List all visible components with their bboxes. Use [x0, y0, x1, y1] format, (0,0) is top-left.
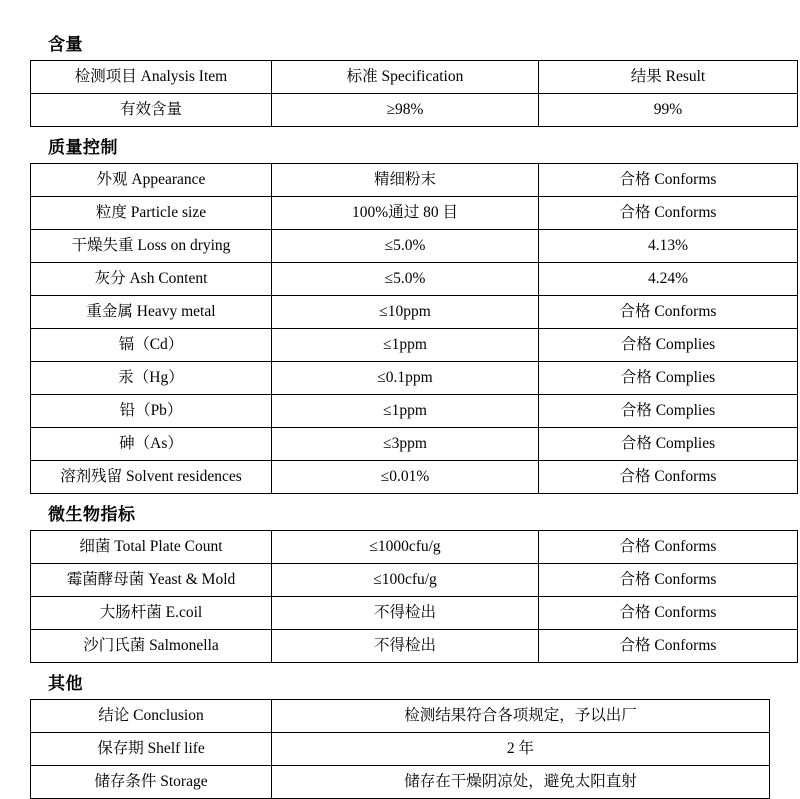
cell-item: 汞（Hg）: [31, 362, 272, 395]
column-header-specification: 标准 Specification: [272, 61, 539, 94]
cell-result: 合格 Conforms: [539, 630, 798, 663]
cell-result: 4.13%: [539, 230, 798, 263]
cell-result: 99%: [539, 94, 798, 127]
cell-spec: ≤1000cfu/g: [272, 531, 539, 564]
section-content-assay: [30, 30, 770, 127]
cell-value: 检测结果符合各项规定，予以出厂: [272, 700, 770, 733]
table-row: [31, 395, 798, 428]
cell-spec: ≤5.0%: [272, 263, 539, 296]
cell-spec: 不得检出: [272, 597, 539, 630]
column-header-result: 结果 Result: [539, 61, 798, 94]
section-title-quality-control: 质量控制: [48, 138, 118, 157]
cell-item: 储存条件 Storage: [31, 766, 272, 799]
cell-result: 合格 Complies: [539, 329, 798, 362]
table-row: [31, 531, 798, 564]
cell-result: 合格 Complies: [539, 362, 798, 395]
section-other: [30, 669, 770, 799]
table-row: [31, 230, 798, 263]
cell-item: 有效含量: [31, 94, 272, 127]
section-title-content-assay: 含量: [48, 35, 83, 54]
cell-item: 铅（Pb）: [31, 395, 272, 428]
cell-result: 合格 Complies: [539, 428, 798, 461]
cell-item: 保存期 Shelf life: [31, 733, 272, 766]
cell-item: 霉菌酵母菌 Yeast & Mold: [31, 564, 272, 597]
table-row: [31, 329, 798, 362]
cell-result: 合格 Conforms: [539, 531, 798, 564]
cell-item: 粒度 Particle size: [31, 197, 272, 230]
table-row: [31, 362, 798, 395]
table-row: [31, 197, 798, 230]
table-row: [31, 630, 798, 663]
cell-item: 结论 Conclusion: [31, 700, 272, 733]
table-row: [31, 733, 770, 766]
cell-spec: ≥98%: [272, 94, 539, 127]
cell-result: 合格 Conforms: [539, 564, 798, 597]
table-row: [31, 700, 770, 733]
table-other: [30, 699, 770, 799]
cell-result: 合格 Conforms: [539, 461, 798, 494]
cell-spec: ≤100cfu/g: [272, 564, 539, 597]
cell-item: 重金属 Heavy metal: [31, 296, 272, 329]
column-header-analysis-item: 检测项目 Analysis Item: [31, 61, 272, 94]
cell-result: 4.24%: [539, 263, 798, 296]
table-row: [31, 766, 770, 799]
cell-spec: ≤10ppm: [272, 296, 539, 329]
table-row: [31, 164, 798, 197]
table-row: [31, 296, 798, 329]
cell-item: 干燥失重 Loss on drying: [31, 230, 272, 263]
cell-item: 溶剂残留 Solvent residences: [31, 461, 272, 494]
cell-spec: 100%通过 80 目: [272, 197, 539, 230]
cell-spec: 不得检出: [272, 630, 539, 663]
table-content-assay: [30, 60, 798, 127]
table-microbiology: [30, 530, 798, 663]
table-row: [31, 94, 798, 127]
cell-spec: ≤0.1ppm: [272, 362, 539, 395]
table-row: [31, 263, 798, 296]
cell-spec: ≤3ppm: [272, 428, 539, 461]
cell-result: 合格 Conforms: [539, 164, 798, 197]
cell-item: 细菌 Total Plate Count: [31, 531, 272, 564]
cell-item: 沙门氏菌 Salmonella: [31, 630, 272, 663]
table-row: [31, 597, 798, 630]
cell-item: 镉（Cd）: [31, 329, 272, 362]
table-header-row: [31, 61, 798, 94]
section-microbiology: [30, 500, 770, 663]
cell-item: 大肠杆菌 E.coil: [31, 597, 272, 630]
cell-spec: ≤1ppm: [272, 329, 539, 362]
table-row: [31, 461, 798, 494]
table-quality-control: [30, 163, 798, 494]
cell-result: 合格 Conforms: [539, 296, 798, 329]
cell-result: 合格 Complies: [539, 395, 798, 428]
cell-result: 合格 Conforms: [539, 597, 798, 630]
table-row: [31, 564, 798, 597]
cell-value: 2 年: [272, 733, 770, 766]
cell-spec: ≤5.0%: [272, 230, 539, 263]
cell-item: 灰分 Ash Content: [31, 263, 272, 296]
cell-result: 合格 Conforms: [539, 197, 798, 230]
cell-item: 砷（As）: [31, 428, 272, 461]
cell-spec: ≤1ppm: [272, 395, 539, 428]
table-row: [31, 428, 798, 461]
section-title-other: 其他: [48, 674, 83, 693]
cell-spec: ≤0.01%: [272, 461, 539, 494]
section-title-microbiology: 微生物指标: [48, 505, 136, 524]
cell-spec: 精细粉末: [272, 164, 539, 197]
cell-item: 外观 Appearance: [31, 164, 272, 197]
section-quality-control: [30, 133, 770, 494]
cell-value: 储存在干燥阴凉处，避免太阳直射: [272, 766, 770, 799]
